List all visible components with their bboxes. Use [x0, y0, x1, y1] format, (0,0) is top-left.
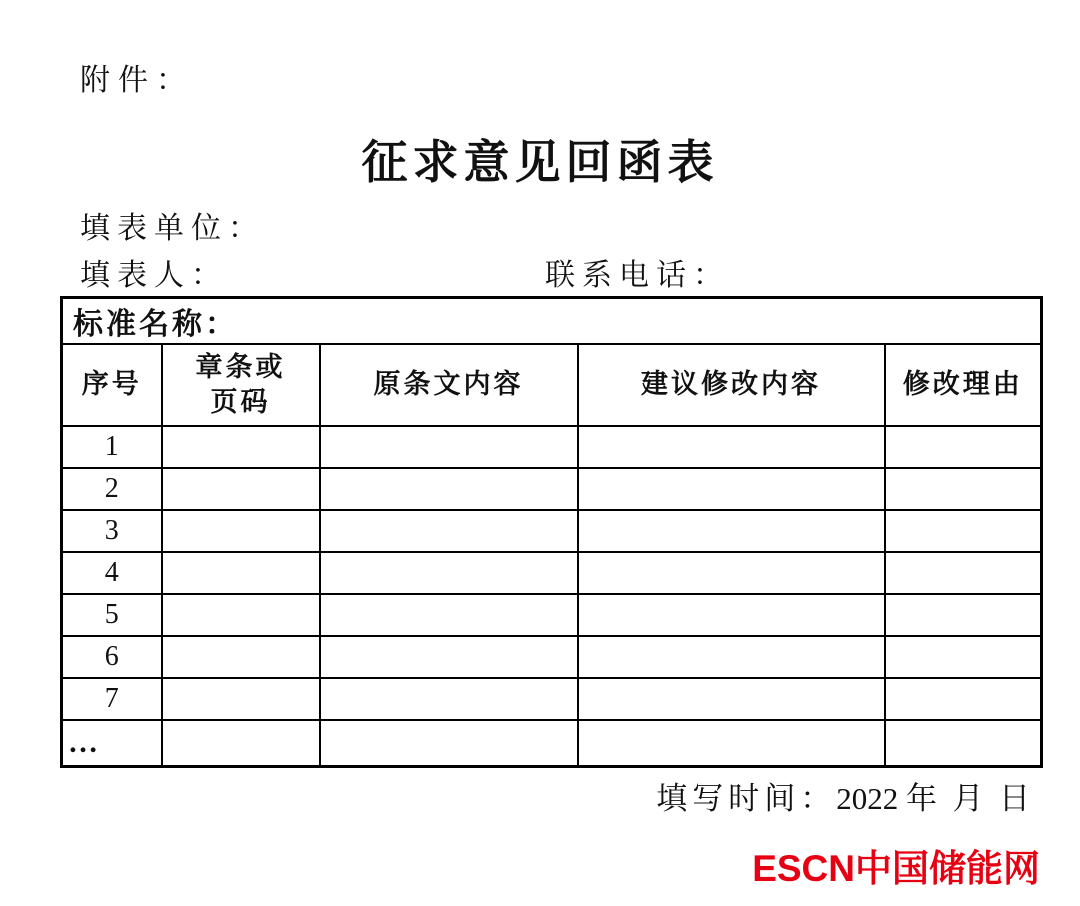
col-header-original-text-label: 原条文内容: [373, 369, 524, 400]
cell-original-text: [320, 636, 578, 678]
escn-logo-latin: ESCN: [752, 848, 855, 889]
fill-time-value: 2022 年 月 日: [836, 781, 1030, 816]
contact-phone-label: 联系电话：: [545, 259, 730, 292]
table-row: [62, 468, 1042, 510]
fill-time-label: 填写时间：: [656, 781, 837, 816]
col-header-original-text: [320, 344, 578, 426]
cell-reason: [885, 426, 1042, 468]
cell-suggested-change: [578, 552, 885, 594]
col-header-suggested-change: [578, 344, 885, 426]
cell-suggested-change: [578, 720, 885, 766]
cell-reason: [885, 594, 1042, 636]
cell-chapter: [162, 678, 320, 720]
cell-suggested-change: [578, 426, 885, 468]
table-row: [62, 426, 1042, 468]
cell-suggested-change: [578, 678, 885, 720]
cell-suggested-change: [578, 510, 885, 552]
cell-chapter: [162, 720, 320, 766]
table-row: [62, 594, 1042, 636]
table-row: [62, 636, 1042, 678]
cell-suggested-change: [578, 636, 885, 678]
col-header-seq-label: 序号: [81, 369, 142, 400]
page-title: 征求意见回函表: [361, 137, 719, 188]
row-seq: 4: [62, 552, 162, 594]
table-header-row: [62, 344, 1042, 426]
row-seq: 1: [62, 426, 162, 468]
table-row: [62, 552, 1042, 594]
col-header-suggested-change-label: 建议修改内容: [641, 369, 821, 400]
cell-reason: [885, 636, 1042, 678]
escn-logo-chinese: 中国储能网: [855, 848, 1040, 889]
table-row: [62, 510, 1042, 552]
form-unit-label: 填表单位：: [80, 212, 265, 245]
attachment-label: 附件：: [80, 64, 194, 97]
table-row-ellipsis: [62, 720, 1042, 766]
cell-original-text: [320, 468, 578, 510]
col-header-chapter-line2: 页码: [210, 387, 271, 417]
standard-name-cell: 标准名称：: [62, 298, 1042, 345]
cell-reason: [885, 510, 1042, 552]
row-seq: 5: [62, 594, 162, 636]
cell-original-text: [320, 552, 578, 594]
feedback-table: [60, 296, 1043, 768]
cell-reason: [885, 552, 1042, 594]
cell-chapter: [162, 426, 320, 468]
row-seq: 2: [62, 468, 162, 510]
fill-time-line: [656, 773, 1030, 818]
escn-logo: [752, 850, 1040, 887]
cell-reason: [885, 678, 1042, 720]
col-header-chapter: [162, 344, 320, 426]
cell-original-text: [320, 510, 578, 552]
col-header-chapter-line1: 章条或: [195, 351, 286, 382]
cell-original-text: [320, 594, 578, 636]
form-person-label: 填表人：: [80, 259, 228, 292]
standard-name-row: [62, 298, 1042, 345]
table-row: [62, 678, 1042, 720]
cell-reason: [885, 468, 1042, 510]
cell-original-text: [320, 426, 578, 468]
cell-chapter: [162, 594, 320, 636]
col-header-reason: [885, 344, 1042, 426]
person-phone-row: [0, 250, 1080, 290]
cell-suggested-change: [578, 468, 885, 510]
col-header-reason-label: 修改理由: [902, 369, 1023, 400]
row-seq: 3: [62, 510, 162, 552]
row-seq: …: [62, 720, 162, 766]
cell-suggested-change: [578, 594, 885, 636]
row-seq: 7: [62, 678, 162, 720]
cell-chapter: [162, 552, 320, 594]
cell-chapter: [162, 510, 320, 552]
cell-chapter: [162, 636, 320, 678]
col-header-seq: [62, 344, 162, 426]
cell-reason: [885, 720, 1042, 766]
cell-chapter: [162, 468, 320, 510]
row-seq: 6: [62, 636, 162, 678]
cell-original-text: [320, 678, 578, 720]
cell-original-text: [320, 720, 578, 766]
